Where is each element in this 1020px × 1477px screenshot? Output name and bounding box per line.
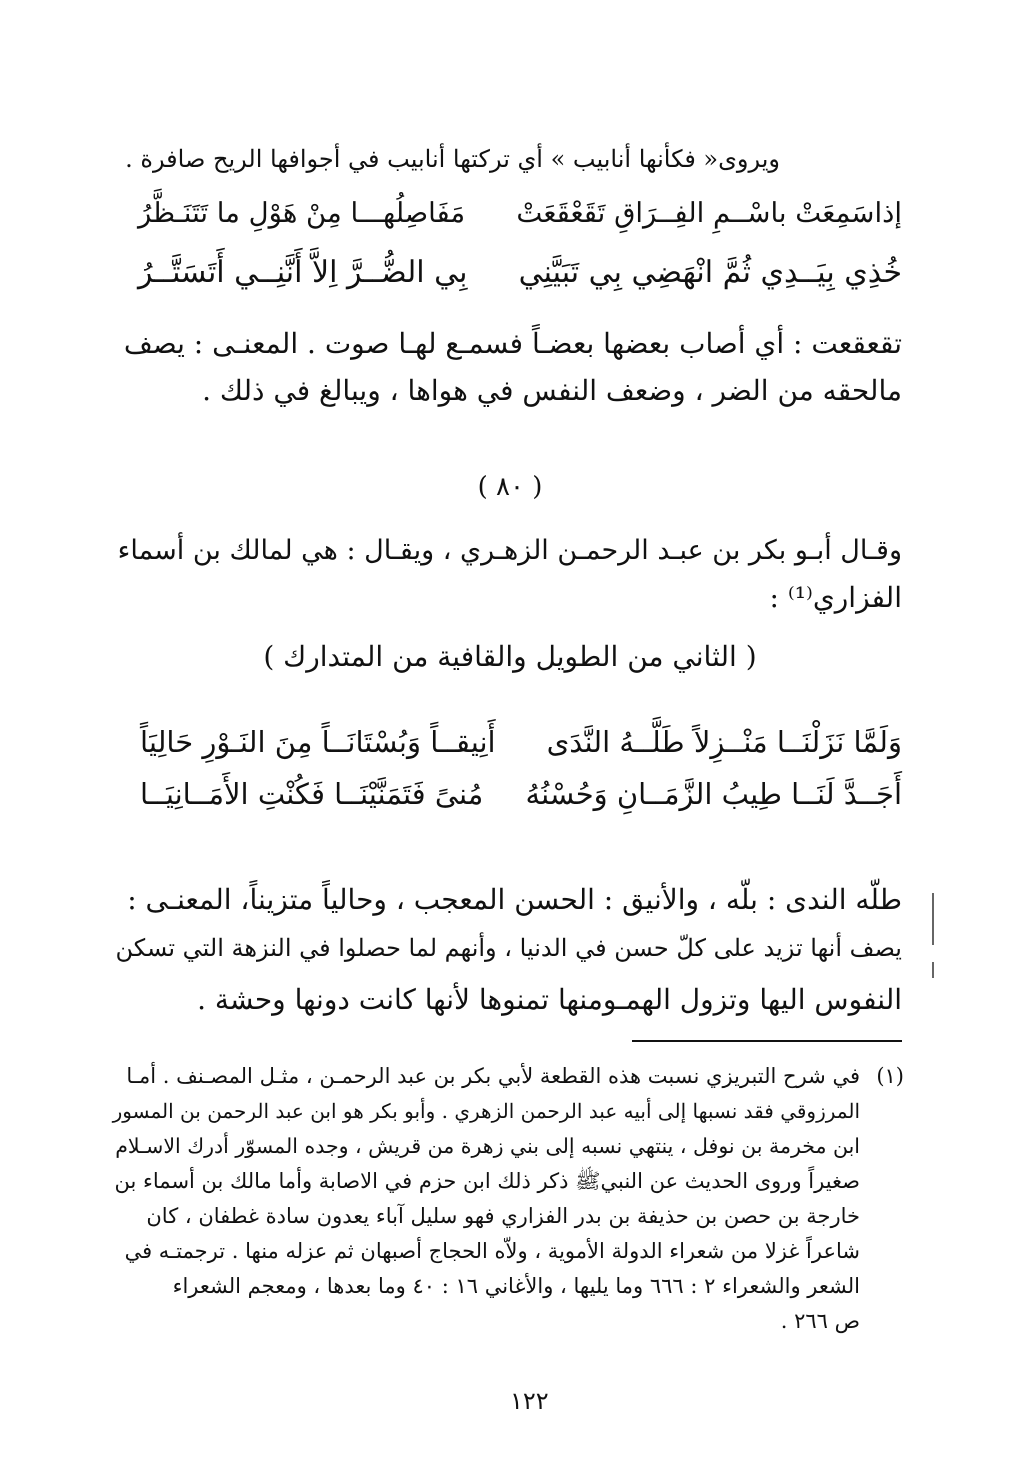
- verse-2-line-2-right: أَجَــدَّ لَنَــا طِيبُ الزَّمَــانِ وَحُسْنُهُ: [525, 777, 902, 811]
- verse-1-line-1: [138, 197, 902, 229]
- commentary-2-line-1: طلّه الندى : بلّه ، والأنيق : الحسن المعجب ، وحالياً متزيناً، المعنـى :: [127, 883, 902, 916]
- intro-line: ويروى« فكأنها أنابيب » أي تركتها أنابيب في أجوافها الريح صافرة .: [125, 145, 780, 173]
- footnote-line-6: شاعراً غزلا من شعراء الدولة الأموية ، ولاّه الحجاج أصبهان ثم عزله منها . ترجمتـه في: [124, 1239, 860, 1263]
- verse-1-line-2-right: خُذِي بِيَــدِي ثُمَّ انْهَضِي بِي تَبَيَّنِي: [518, 255, 902, 290]
- footnote-line-4: صغيراً وروى الحديث عن النبيﷺ ذكر ذلك ابن حزم في الاصابة وأما مالك بن أسماء بن: [114, 1169, 860, 1193]
- verse-2-line-2: [140, 777, 902, 811]
- verse-2-line-1-right: وَلَمَّا نَزَلْنَــا مَنْــزِلاً طَلَّــهُ النَّدَى: [546, 725, 902, 759]
- footnote-line-5: خارجة بن حصن بن حذيفة بن بدر الفزاري فهو سليل آباء يعدون سادة غطفان ، كان: [146, 1204, 860, 1228]
- footnote-line-7: الشعر والشعراء ٢ : ٦٦٦ وما يليها ، والأغاني ١٦ : ٤٠ وما بعدها ، ومعجم الشعراء: [172, 1274, 860, 1298]
- footnote-separator: [632, 1040, 902, 1042]
- footnote-number: (١): [876, 1064, 904, 1088]
- attribution-line-1: وقـال أبـو بكر بن عبـد الرحمـن الزهـري ، ويقـال : هي لمالك بن أسماء: [117, 535, 902, 566]
- attribution-line-2: الفزاري⁽¹⁾ :: [769, 581, 902, 614]
- commentary-1-line-2: مالحقه من الضر ، وضعف النفس في هواها ، ويبالغ في ذلك .: [202, 374, 902, 407]
- margin-mark: [932, 893, 934, 945]
- verse-2-line-1: [140, 725, 902, 759]
- meter-label: ( الثاني من الطويل والقافية من المتدارك ): [263, 640, 757, 673]
- verse-1-line-1-left: مَفَاصِلُهـــا مِنْ هَوْلِ ما تَتَنَـظَّرُ: [138, 197, 466, 229]
- footnote-line-1: في شرح التبريزي نسبت هذه القطعة لأبي بكر بن عبد الرحمـن ، مثـل المصـنف . أمـا: [126, 1064, 860, 1088]
- commentary-1-line-1: تقعقعت : أي أصاب بعضها بعضـاً فسمـع لهـا صوت . المعنـى : يصف: [123, 327, 902, 360]
- verse-1-line-2: [138, 255, 902, 290]
- margin-mark-small: [932, 962, 934, 978]
- poem-number: ( ٨٠ ): [477, 472, 543, 502]
- commentary-2-line-3: النفوس اليها وتزول الهمـومنها تمنوها لأنها كانت دونها وحشة .: [197, 983, 902, 1016]
- verse-2-line-1-left: أَنِيقــاً وَبُسْتَانَــاً مِنَ النَـوْرِ حَالِيَاً: [140, 725, 496, 759]
- verse-1-line-1-right: إذاسَمِعَتْ باسْــمِ الفِــرَاقِ تَقَعْقَعَتْ: [516, 197, 902, 229]
- page-number: ١٢٢: [510, 1387, 549, 1415]
- commentary-2-line-2: يصف أنها تزيد على كلّ حسن في الدنيا ، وأنهم لما حصلوا في النزهة التي تسكن: [115, 934, 902, 962]
- footnote-line-2: المرزوقي فقد نسبها إلى أبيه عبد الرحمن الزهري . وأبو بكر هو ابن عبد الرحمن بن المسور: [112, 1099, 860, 1123]
- verse-2-line-2-left: مُنىً فَتَمَنَّيْنَــا فَكُنْتِ الأَمَــانِيَــا: [140, 777, 484, 811]
- verse-1-line-2-left: بِي الضُّــرَّ اِلاَّ أَنَّنِــي أَتَسَتَّــرُ: [138, 255, 468, 290]
- footnote-line-3: ابن مخرمة بن نوفل ، ينتهي نسبه إلى بني زهرة من قريش ، وجده المسوّر أدرك الاسـلام: [115, 1134, 860, 1158]
- footnote-line-8: ص ٢٦٦ .: [780, 1309, 860, 1333]
